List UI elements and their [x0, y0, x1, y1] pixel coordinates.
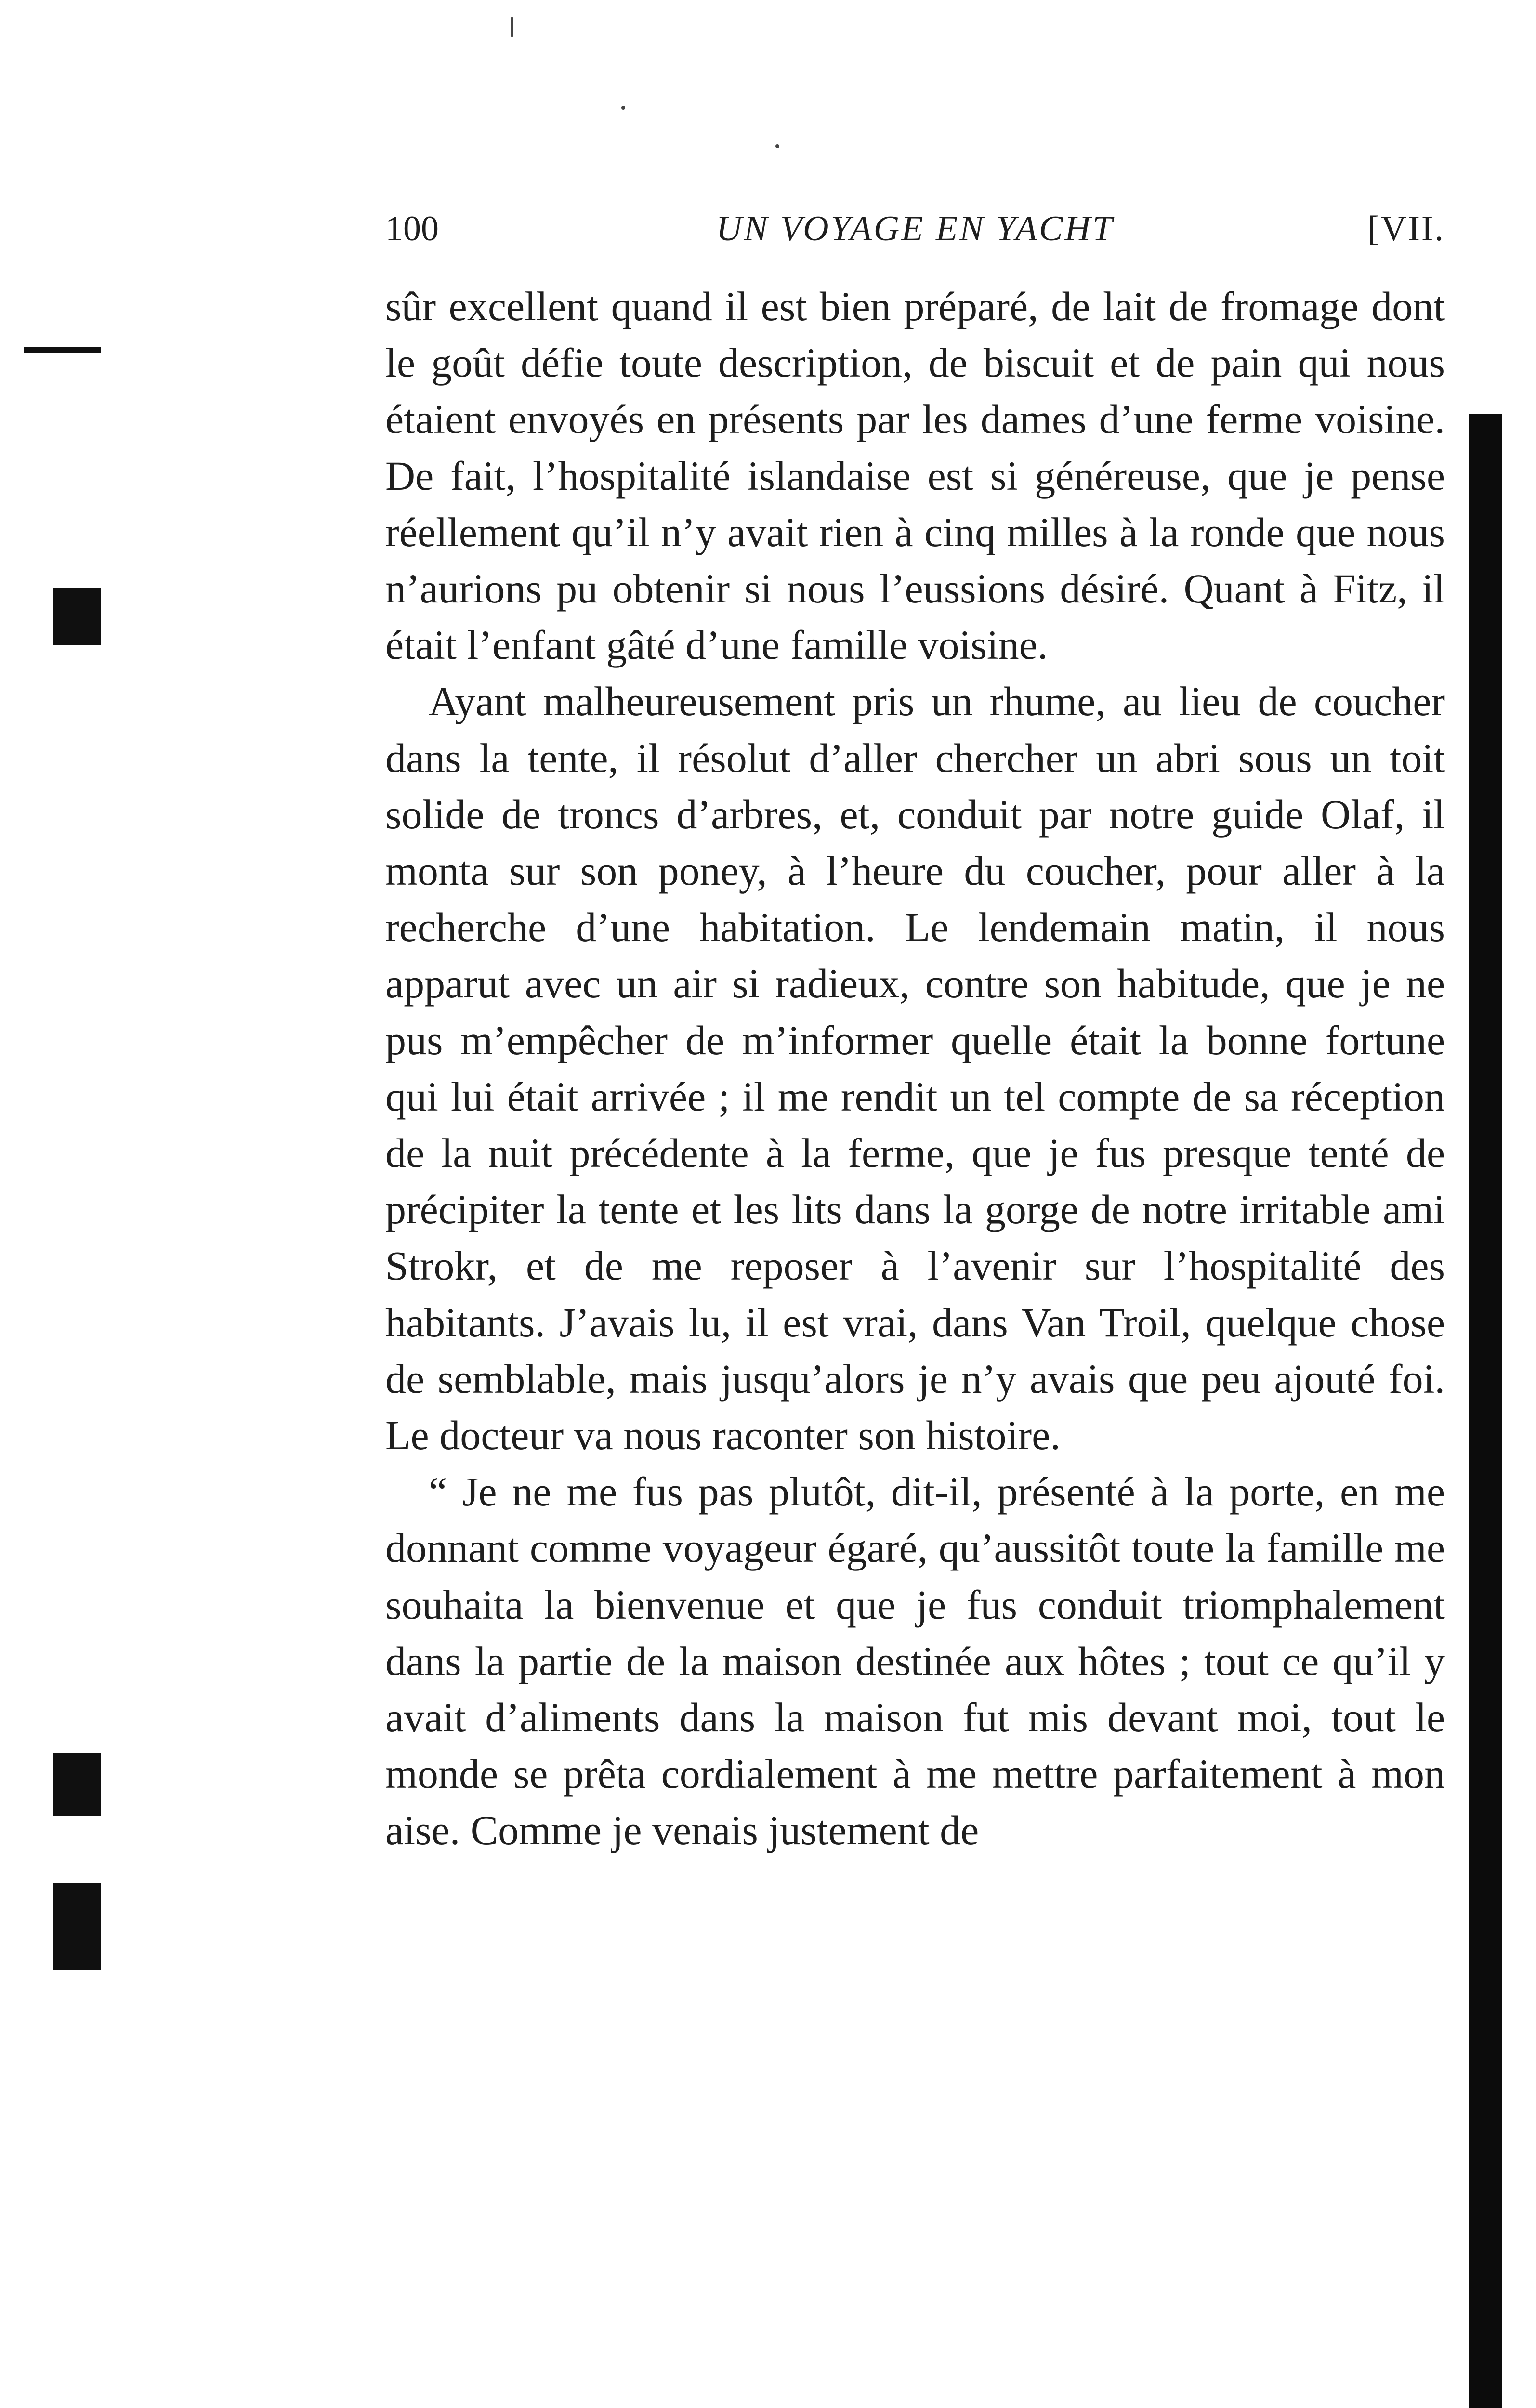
scan-speck	[621, 106, 625, 110]
page-header	[385, 207, 1445, 250]
paragraph-2: Ayant malheureusement pris un rhume, au lieu de coucher dans la tente, il résolut d’aller chercher un abri sous un toit solide de troncs d’arbres, et, conduit par notre guide Olaf, il monta sur son poney, à l’heure du coucher, pour aller à la recherche d’une habitation. Le lendemain matin, il nous apparut avec un air si radieux, contre son habitude, que je ne pus m’empêcher de m’informer quelle était la bonne fortune qui lui était arrivée ; il me rendit un tel compte de sa réception de la nuit précédente à la ferme, que je fus presque tenté de précipiter la tente et les lits dans la gorge de notre irritable ami Strokr, et de me reposer à l’avenir sur l’hospitalité des habitants. J’avais lu, il est vrai, dans Van Troil, quelque chose de semblable, mais jusqu’alors je n’y avais que peu ajouté foi. Le docteur va nous raconter son histoire.	[385, 678, 1445, 1459]
running-title: UN VOYAGE EN YACHT	[716, 209, 1115, 249]
chapter-reference: [VII.	[1367, 209, 1445, 249]
body-text	[385, 278, 1445, 1859]
scan-artifact	[53, 1753, 101, 1816]
paragraph-3: “ Je ne me fus pas plutôt, dit-il, présenté à la porte, en me donnant comme voyageur égaré, qu’aussitôt toute la famille me souhaita la bienvenue et que je fus conduit triomphalement dans la partie de la maison destinée aux hôtes ; tout ce qu’il y avait d’aliments dans la maison fut mis devant moi, tout le monde se prêta cordialement à me mettre parfaitement à mon aise. Comme je venais justement de	[385, 1468, 1445, 1854]
scan-speck	[775, 144, 779, 148]
paragraph-1: sûr excellent quand il est bien préparé, de lait de fromage dont le goût défie toute description, de biscuit et de pain qui nous étaient envoyés en présents par les dames d’une ferme voisine. De fait, l’hospitalité islandaise est si généreuse, que je pense réellement qu’il n’y avait rien à cinq milles à la ronde que nous n’aurions pu obtenir si nous l’eussions désiré. Quant à Fitz, il était l’enfant gâté d’une famille voisine.	[385, 283, 1445, 668]
page-number: 100	[385, 209, 439, 249]
scan-edge-shadow	[1469, 414, 1502, 2408]
scan-artifact	[24, 347, 101, 353]
scan-speck	[511, 17, 513, 37]
scan-artifact	[53, 588, 101, 645]
scan-artifact	[53, 1883, 101, 1970]
